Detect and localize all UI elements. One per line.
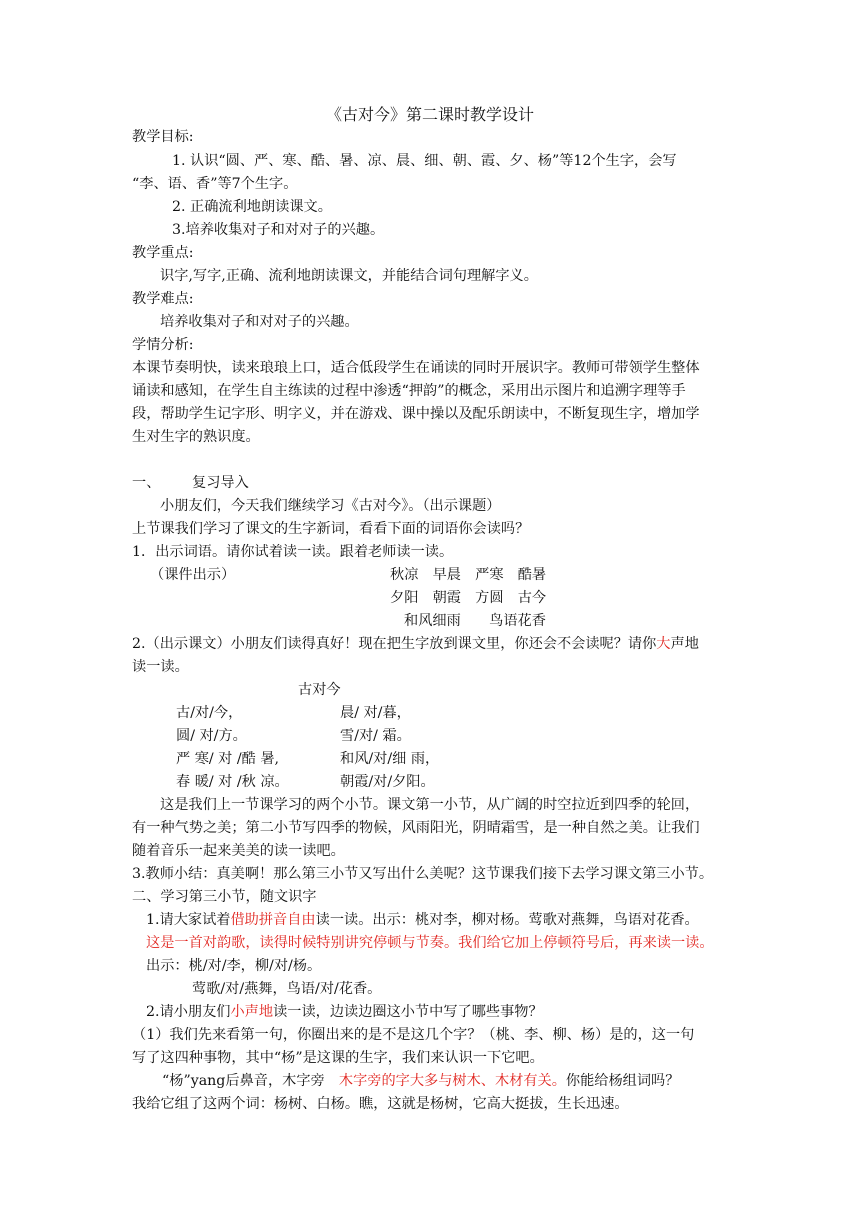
part-1-para-4-cont: 读一读。 (132, 659, 189, 675)
goal-2: 2. 正确流利地朗读课文。 (172, 199, 332, 215)
analysis-line-2: 诵读和感知，在学生自主练读的过程中渗透“押韵”的概念，采用出示图片和追溯字理等手 (132, 383, 686, 399)
analysis-line-3: 段，帮助学生记字形、明字义，并在游戏、课中操以及配乐朗读中，不断复现生字，增加学 (132, 406, 700, 422)
part-2-heading: 二、学习第三小节，随文识字 (132, 889, 317, 905)
poem-line-4-left: 春 暖/ 对 /秋 凉。 (176, 774, 289, 790)
part-2-yang-words: 我给它组了这两个词：杨树、白杨。瞧，这就是杨树，它高大挺拔，生长迅速。 (132, 1096, 629, 1112)
document-title: 《古对今》第二课时教学设计 (325, 105, 534, 124)
courseware-label: （课件出示） (150, 567, 236, 583)
part-2-question-1-line-2: 写了这四种事物，其中“杨”是这课的生字，我们来认识一下它吧。 (132, 1050, 544, 1066)
analysis-line-4: 生对生字的熟识度。 (132, 429, 260, 445)
part-1-para-5-line-3: 随着音乐一起来美美的读一读吧。 (132, 843, 345, 859)
words-row-1: 秋凉 早晨 严寒 酷暑 (390, 567, 547, 583)
part-1-para-2: 上节课我们学习了课文的生字新词，看看下面的词语你会读吗？ (132, 521, 530, 537)
part-1-summary: 3.教师小结：真美啊！那么第三小节又写出什么美呢？这节课我们接下去学习课文第三小节。 (132, 866, 714, 882)
goal-1-line-2: “李、语、香”等7个生字。 (132, 176, 298, 192)
difficulty-heading: 教学难点: (132, 291, 194, 307)
part-2-yang-line: “杨”yang后鼻音，木字旁 木字旁的字大多与树木、木材有关。你能给杨组词吗？ (162, 1073, 680, 1089)
poem-title: 古对今 (298, 682, 341, 698)
poem-line-4-right: 朝霞/对/夕阳。 (340, 774, 435, 790)
poem-line-1-right: 晨/ 对/暮， (340, 705, 411, 721)
analysis-line-1: 本课节奏明快，读来琅琅上口，适合低段学生在诵读的同时开展识字。教师可带领学生整体 (132, 360, 700, 376)
goal-3: 3.培养收集对子和对对子的兴趣。 (172, 222, 385, 238)
part-1-para-3: 1．出示词语。请你试着读一读。跟着老师读一读。 (132, 544, 454, 560)
words-row-3: 和风细雨 鸟语花香 (404, 613, 546, 629)
part-2-step-2: 2.请小朋友们小声地读一读，边读边圈这小节中写了哪些事物？ (146, 1004, 543, 1020)
part-1-number: 一、 (132, 475, 161, 491)
goal-1-line-1: 1. 认识“圆、严、寒、酷、暑、凉、晨、细、朝、霞、夕、杨”等12个生字，会写 (172, 153, 677, 169)
part-2-step-1: 1.请大家试着借助拼音自由读一读。出示：桃对李，柳对杨。莺歌对燕舞，鸟语对花香。 (146, 912, 699, 928)
part-2-question-1-line-1: （1）我们先来看第一句，你圈出来的是不是这几个字？（桃、李、柳、杨）是的，这一句 (132, 1027, 695, 1043)
part-2-show-line-2: 莺歌/对/燕舞，鸟语/对/花香。 (192, 981, 382, 997)
part-1-para-5-line-2: 有一种气势之美；第二小节写四季的物候，风雨阳光，阴晴霜雪，是一种自然之美。让我们 (132, 820, 700, 836)
poem-line-3-right: 和风/对/细 雨， (340, 751, 440, 767)
key-text: 识字,写字,正确、流利地朗读课文，并能结合词句理解字义。 (160, 268, 538, 284)
part-1-para-4: 2.（出示课文）小朋友们读得真好！现在把生字放到课文里，你还会不会读呢？请你大声地 (132, 636, 699, 652)
part-2-step-1-note: 这是一首对韵歌，读得时候特别讲究停顿与节奏。我们给它加上停顿符号后，再来读一读。 (146, 935, 714, 951)
goals-heading: 教学目标: (132, 129, 194, 145)
poem-line-3-left: 严 寒/ 对 /酷 暑, (176, 751, 280, 767)
part-2-show-line-1: 出示：桃/对/李，柳/对/杨。 (146, 958, 322, 974)
part-1-para-1: 小朋友们，今天我们继续学习《古对今》。（出示课题） (160, 498, 501, 514)
key-heading: 教学重点: (132, 245, 194, 261)
part-1-para-5-line-1: 这是我们上一节课学习的两个小节。课文第一小节，从广阔的时空拉近到四季的轮回， (160, 797, 700, 813)
poem-line-1-left: 古/对/今， (176, 705, 243, 721)
analysis-heading: 学情分析: (132, 337, 194, 353)
poem-line-2-right: 雪/对/ 霜。 (340, 728, 411, 744)
poem-line-2-left: 圆/ 对/方。 (176, 728, 247, 744)
part-1-heading: 复习导入 (192, 475, 249, 491)
difficulty-text: 培养收集对子和对对子的兴趣。 (160, 314, 359, 330)
words-row-2: 夕阳 朝霞 方圆 古今 (390, 590, 547, 606)
